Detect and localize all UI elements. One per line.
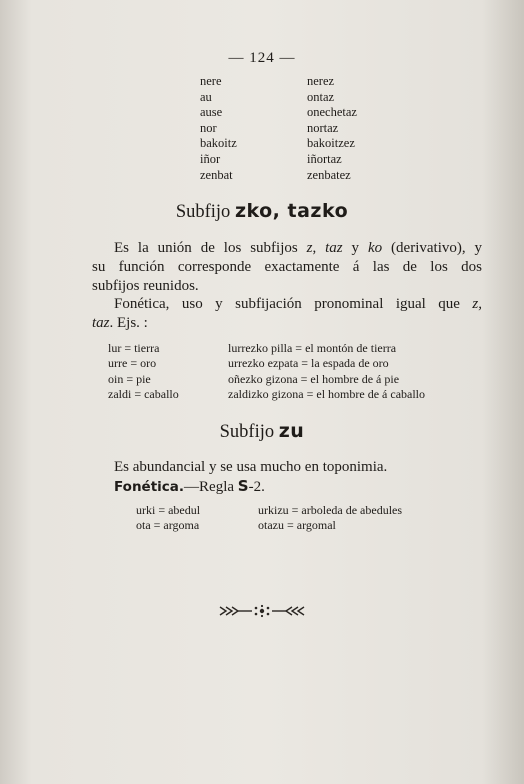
ornament-divider [0,604,524,622]
text-line: subfijos reunidos. [92,278,199,294]
text-line: Fonética.—Regla S-2. [114,477,265,495]
examples-zu-left [136,503,200,534]
list-item: iñor [200,151,221,166]
list-item: iñortaz [307,151,342,166]
example-item: lur = tierra [108,341,160,355]
list-item: bakoitz [200,136,237,151]
heading-suffix: zu [278,420,305,442]
heading-prefix: Subfijo [219,422,275,442]
list-item: nere [200,74,222,88]
example-item: oñezko gizona = el hombre de á pie [228,371,400,386]
text-line: Es abundancial y se usa mucho en toponimia. [114,459,388,475]
heading-suffix: zko, tazko [234,200,349,222]
example-item: urki = abedul [136,503,201,517]
list-item: ause [200,105,223,120]
heading-prefix: Subfijo [175,202,231,222]
example-item: otazu = argomal [258,518,336,533]
example-item: urre = oro [108,356,157,371]
example-item: oin = pie [108,371,151,386]
example-item: zaldi = caballo [108,387,179,402]
word-list-left [200,74,237,183]
examples-right [228,341,425,403]
text-line: Fonética, uso y subfijación pronominal igual que z, [114,296,482,312]
paragraph-zu [92,458,482,497]
examples-zu-right [258,503,402,534]
text-line: taz. Ejs. : [92,315,148,331]
page-number: — 124 — [228,50,296,66]
paragraph-union [92,239,482,296]
list-item: au [200,89,212,104]
list-item: ontaz [307,89,335,104]
section-heading-zu [0,420,524,443]
list-item: nerez [307,74,335,88]
list-item: nor [200,120,217,135]
word-list-right [307,74,357,183]
example-item: urrezko ezpata = la espada de oro [228,356,389,371]
ornament-icon [218,604,306,618]
list-item: zenbat [200,167,233,182]
section-heading-zko-tazko [0,200,524,223]
list-item: onechetaz [307,105,357,120]
example-item: lurrezko pilla = el montón de tierra [228,341,397,355]
text-line: Es la unión de los subfijos z, taz y ko (derivativo), y [114,240,483,256]
list-item: bakoitzez [307,136,355,151]
examples-left [108,341,179,403]
example-item: urkizu = arboleda de abedules [258,503,403,517]
list-item: zenbatez [307,167,351,182]
paragraph-fonetica [92,295,482,333]
example-item: ota = argoma [136,518,200,533]
list-item: nortaz [307,120,339,135]
text-line: su función corresponde exactamente á las de los dos [92,259,482,275]
example-item: zaldizko gizona = el hombre de á caballo [228,387,426,402]
